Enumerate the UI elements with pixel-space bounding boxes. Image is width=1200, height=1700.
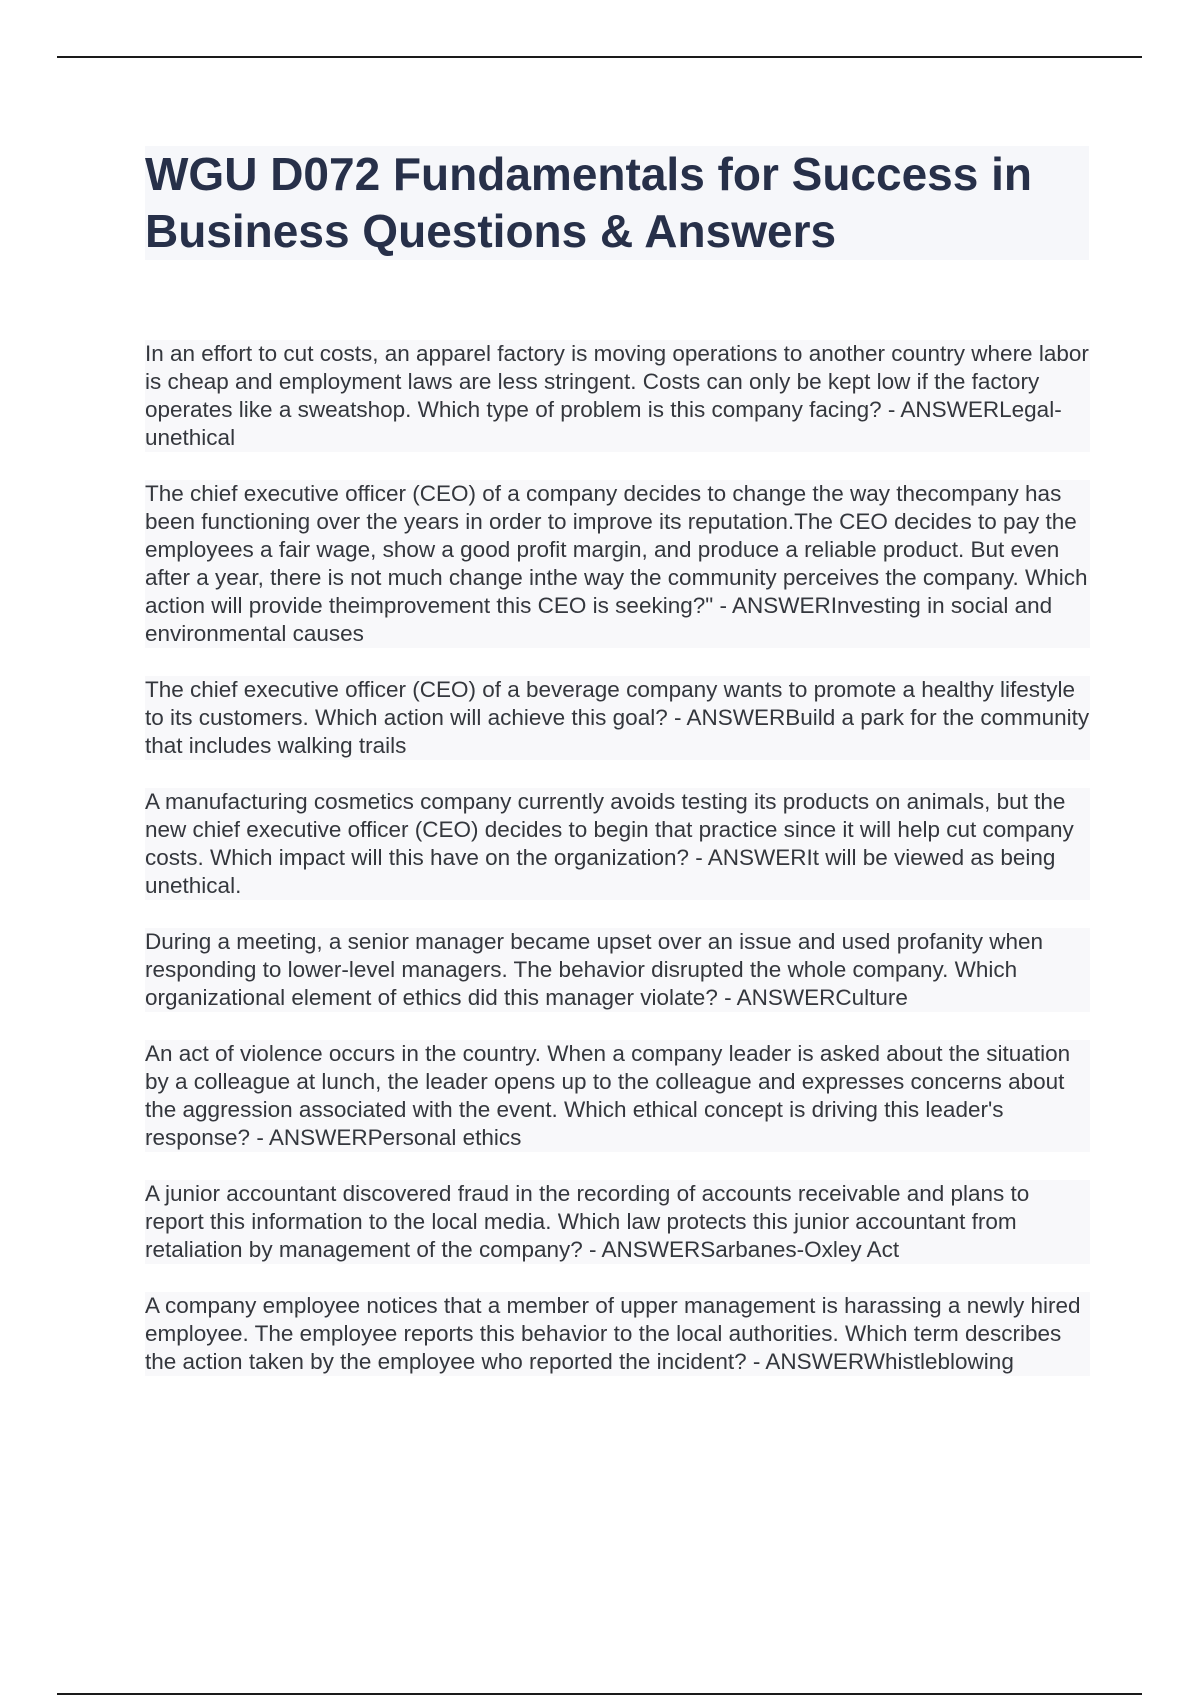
answer-text: Investing in social and environmental causes — [145, 593, 1053, 646]
qa-item — [145, 928, 1090, 1012]
bottom-divider — [57, 1693, 1142, 1695]
question-text: An act of violence occurs in the country. When a company leader is asked about the situation by a colleague at lunch, the leader opens up to the colleague and expresses concerns about the aggression associated with the event. Which ethical concept is driving this leader's response? — [145, 1041, 1071, 1150]
qa-item — [145, 1040, 1090, 1152]
answer-separator: - ANSWER — [689, 845, 807, 870]
question-text: In an effort to cut costs, an apparel factory is moving operations to another country where labor is cheap and employment laws are less stringent. Costs can only be kept low if the factory operates like a sweatshop. Which type of problem is this company facing? — [145, 341, 1089, 422]
answer-text: Culture — [835, 985, 908, 1010]
question-text: A junior accountant discovered fraud in the recording of accounts receivable and plans to report this information to the local media. Which law protects this junior accountant from retaliation by management of the company? — [145, 1181, 1030, 1262]
answer-separator: - ANSWER — [717, 985, 836, 1010]
qa-item — [145, 1292, 1090, 1376]
question-text: A manufacturing cosmetics company currently avoids testing its products on animals, but the new chief executive officer (CEO) decides to begin that practice since it will help cut company costs. Which impact will this have on the organization? — [145, 789, 1074, 870]
qa-item — [145, 788, 1090, 900]
qa-item — [145, 340, 1090, 452]
qa-item — [145, 676, 1090, 760]
answer-separator: - ANSWER — [746, 1349, 864, 1374]
answer-separator: - ANSWER — [881, 397, 1000, 422]
answer-text: It will be viewed as being unethical. — [145, 845, 1056, 898]
answer-separator: - ANSWER — [250, 1125, 368, 1150]
question-text: The chief executive officer (CEO) of a beverage company wants to promote a healthy lifestyle to its customers. Which action will achieve this goal? — [145, 677, 1076, 730]
question-text: The chief executive officer (CEO) of a company decides to change the way thecompany has been functioning over the years in order to improve its reputation.The CEO decides to pay the employees a fair wage, show a good profit margin, and produce a reliable product. But even after a year, there is not much change inthe way the community perceives the company. Which action will provide theimprovement this CEO is seeking?" — [145, 481, 1088, 618]
top-divider — [57, 56, 1142, 58]
answer-text: Whistleblowing — [863, 1349, 1014, 1374]
answer-separator: - ANSWER — [667, 705, 786, 730]
answer-text: Legal-unethical — [145, 397, 1062, 450]
title-block — [145, 146, 1089, 260]
page-title: WGU D072 Fundamentals for Success in Business Questions & Answers — [145, 148, 1033, 257]
answer-separator: - ANSWER — [582, 1237, 701, 1262]
answer-text: Build a park for the community that includes walking trails — [145, 705, 1090, 758]
answer-separator: - ANSWER — [713, 593, 831, 618]
question-text: During a meeting, a senior manager became upset over an issue and used profanity when responding to lower-level managers. The behavior disrupted the whole company. Which organizational element of ethics did this manager violate? — [145, 929, 1044, 1010]
answer-text: Personal ethics — [367, 1125, 522, 1150]
question-text: A company employee notices that a member of upper management is harassing a newly hired employee. The employee reports this behavior to the local authorities. Which term describes the action taken by the employee who reported the incident? — [145, 1293, 1081, 1374]
qa-item — [145, 480, 1090, 648]
qa-item — [145, 1180, 1090, 1264]
answer-text: Sarbanes-Oxley Act — [700, 1237, 900, 1262]
qa-list — [145, 340, 1090, 1404]
